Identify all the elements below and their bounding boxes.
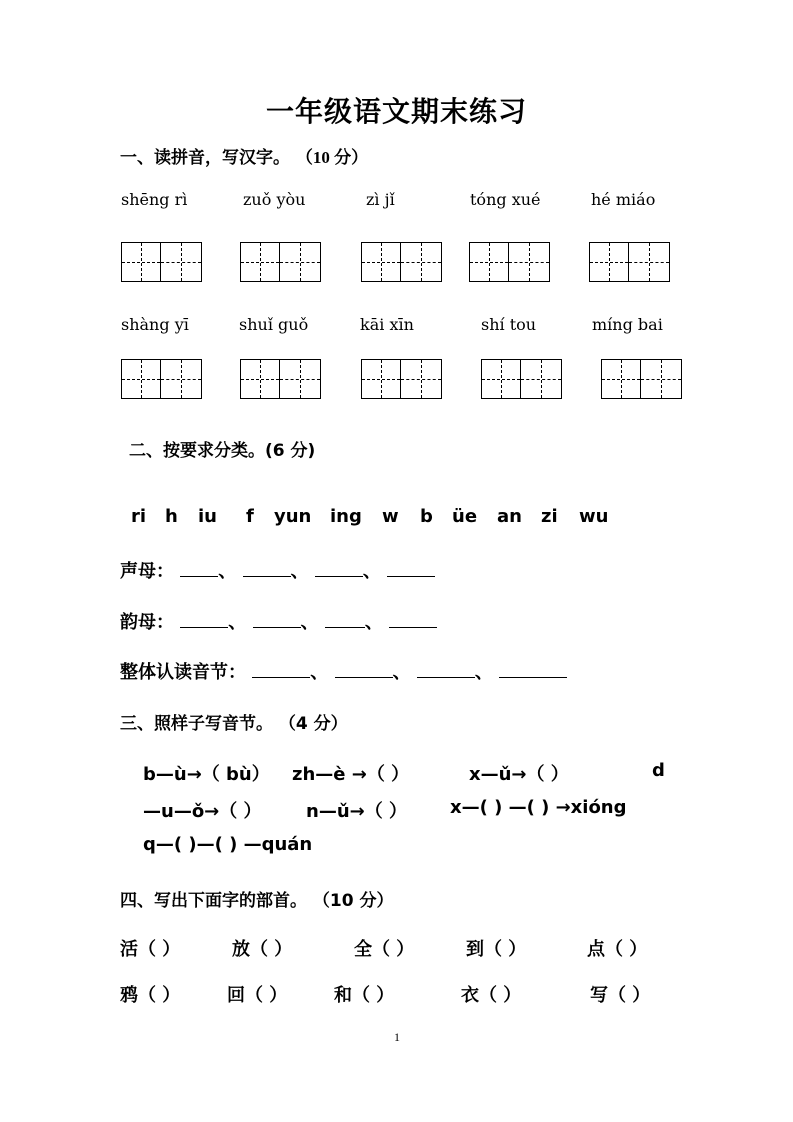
pinyin-1-2: zuǒ yòu xyxy=(243,190,306,209)
letter-item: h xyxy=(165,506,178,527)
answer-blank[interactable] xyxy=(180,562,218,577)
letter-item: b xyxy=(420,506,433,527)
answer-blank[interactable] xyxy=(243,562,291,577)
writing-grid-1-5[interactable] xyxy=(589,242,670,282)
section-4-score: （10 分） xyxy=(312,891,394,911)
zhengti-label: 整体认读音节： xyxy=(120,662,246,683)
answer-blank[interactable] xyxy=(252,663,310,678)
writing-grid-1-1[interactable] xyxy=(121,242,202,282)
syllable-item[interactable]: x—ǔ→（ ） xyxy=(469,764,569,785)
separator: 、 xyxy=(218,561,237,582)
shengmu-row xyxy=(120,557,435,583)
separator: 、 xyxy=(474,662,493,683)
separator: 、 xyxy=(362,561,381,582)
letter-item: wu xyxy=(579,506,609,527)
section-3-heading-text: 三、照样子写音节。 xyxy=(120,714,273,734)
yunmu-label: 韵母： xyxy=(120,612,174,633)
radical-item[interactable]: 活（ ） xyxy=(120,939,181,960)
writing-grid-1-4[interactable] xyxy=(469,242,550,282)
section-1-heading xyxy=(120,143,368,168)
letter-item: f xyxy=(246,506,254,527)
page-number: 1 xyxy=(394,1030,400,1044)
answer-blank[interactable] xyxy=(315,562,363,577)
section-1-heading-text: 一、读拼音，写汉字。 xyxy=(120,148,290,168)
writing-grid-1-3[interactable] xyxy=(361,242,442,282)
syllable-item: d xyxy=(652,760,665,781)
pinyin-2-3: kāi xīn xyxy=(360,315,414,334)
writing-grid-2-3[interactable] xyxy=(361,359,442,399)
pinyin-1-4: tóng xué xyxy=(470,190,541,209)
answer-blank[interactable] xyxy=(253,613,301,628)
page-title: 一年级语文期末练习 xyxy=(266,95,528,128)
letter-item: zi xyxy=(541,506,558,527)
separator: 、 xyxy=(228,612,247,633)
separator: 、 xyxy=(392,662,411,683)
radical-item[interactable]: 写（ ） xyxy=(590,985,651,1006)
section-3-score: （4 分） xyxy=(278,714,348,734)
separator: 、 xyxy=(300,612,319,633)
section-3-heading xyxy=(120,709,348,734)
writing-grid-2-2[interactable] xyxy=(240,359,321,399)
radical-item[interactable]: 衣（ ） xyxy=(461,985,522,1006)
answer-blank[interactable] xyxy=(389,613,437,628)
yunmu-row xyxy=(120,608,437,634)
radical-item[interactable]: 放（ ） xyxy=(232,939,293,960)
radical-item[interactable]: 点（ ） xyxy=(587,939,648,960)
syllable-item[interactable]: q—( )—( ) —quán xyxy=(143,834,313,855)
pinyin-1-5: hé miáo xyxy=(591,190,656,209)
radical-item[interactable]: 全（ ） xyxy=(354,939,415,960)
syllable-item[interactable]: x—( ) —( ) →xióng xyxy=(450,797,627,818)
syllable-item[interactable]: —u—ǒ→（ ） xyxy=(143,801,262,822)
example-item: b—ù→（ bù） xyxy=(143,764,270,785)
writing-grid-2-5[interactable] xyxy=(601,359,682,399)
radical-item[interactable]: 和（ ） xyxy=(334,985,395,1006)
pinyin-2-5: míng bai xyxy=(592,315,663,334)
pinyin-2-4: shí tou xyxy=(481,315,537,334)
answer-blank[interactable] xyxy=(417,663,475,678)
separator: 、 xyxy=(310,662,329,683)
section-4-heading-text: 四、写出下面字的部首。 xyxy=(120,891,307,911)
shengmu-label: 声母： xyxy=(120,561,174,582)
zhengti-row xyxy=(120,658,567,684)
writing-grid-2-4[interactable] xyxy=(481,359,562,399)
letter-item: ing xyxy=(330,506,362,527)
radical-item[interactable]: 鸦（ ） xyxy=(120,985,181,1006)
section-2-heading: 二、按要求分类。(6 分) xyxy=(129,441,316,461)
answer-blank[interactable] xyxy=(335,663,393,678)
answer-blank[interactable] xyxy=(325,613,365,628)
separator: 、 xyxy=(364,612,383,633)
letter-item: yun xyxy=(274,506,312,527)
radical-item[interactable]: 到（ ） xyxy=(466,939,527,960)
letter-item: ri xyxy=(131,506,147,527)
answer-blank[interactable] xyxy=(180,613,228,628)
writing-grid-1-2[interactable] xyxy=(240,242,321,282)
pinyin-2-1: shàng yī xyxy=(121,315,189,334)
letter-item: üe xyxy=(452,506,478,527)
answer-blank[interactable] xyxy=(499,663,567,678)
section-4-heading xyxy=(120,886,394,911)
separator: 、 xyxy=(290,561,309,582)
letter-item: an xyxy=(497,506,522,527)
answer-blank[interactable] xyxy=(387,562,435,577)
pinyin-2-2: shuǐ guǒ xyxy=(239,315,309,334)
writing-grid-2-1[interactable] xyxy=(121,359,202,399)
pinyin-1-3: zì jǐ xyxy=(366,190,395,209)
letter-item: w xyxy=(382,506,399,527)
radical-item[interactable]: 回（ ） xyxy=(227,985,288,1006)
syllable-item[interactable]: zh—è →（ ） xyxy=(292,764,410,785)
section-1-score: （10 分） xyxy=(295,148,369,167)
syllable-item[interactable]: n—ǔ→（ ） xyxy=(306,801,407,822)
pinyin-1-1: shēng rì xyxy=(121,190,188,209)
letter-item: iu xyxy=(198,506,217,527)
